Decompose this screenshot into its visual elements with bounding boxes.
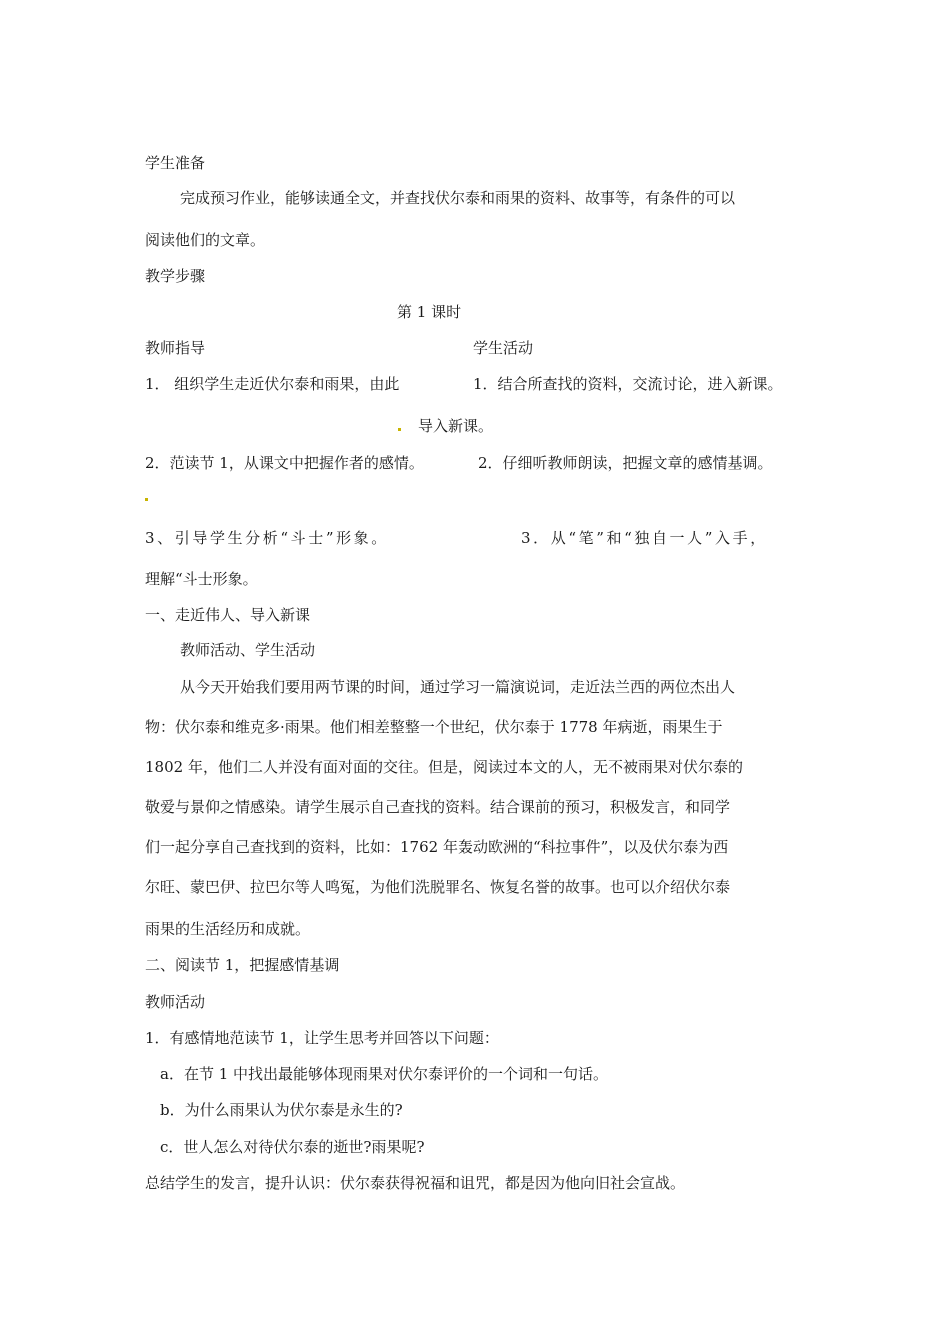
marker-dot bbox=[398, 428, 401, 431]
lesson-title: 第 1 课时 bbox=[397, 303, 462, 321]
section2-heading: 二、阅读节 1，把握感情基调 bbox=[145, 956, 340, 974]
section1-para-line: 尔旺、蒙巴伊、拉巴尔等人鸣冤，为他们洗脱罪名、恢复名誉的故事。也可以介绍伏尔泰 bbox=[145, 878, 731, 896]
prep-heading: 学生准备 bbox=[145, 154, 206, 172]
row1-teacher: 1． 组织学生走近伏尔泰和雨果，由此 bbox=[145, 375, 400, 393]
row2-student: 2．仔细听教师朗读，把握文章的感情基调。 bbox=[478, 454, 773, 472]
section1-para-line: 雨果的生活经历和成就。 bbox=[145, 920, 311, 938]
steps-heading: 教学步骤 bbox=[145, 267, 206, 285]
section2-item-1: 1．有感情地范读节 1，让学生思考并回答以下问题： bbox=[145, 1029, 499, 1047]
question-b: b．为什么雨果认为伏尔泰是永生的? bbox=[160, 1101, 403, 1119]
section1-subheading: 教师活动、学生活动 bbox=[180, 641, 316, 659]
section1-para-line: 们一起分享自己查找到的资料，比如：1762 年轰动欧洲的“科拉事件”，以及伏尔泰为西 bbox=[145, 838, 729, 856]
section1-para-line: 物：伏尔泰和维克多·雨果。他们相差整整一个世纪，伏尔泰于 1778 年病逝，雨果生于 bbox=[145, 718, 723, 736]
prep-line-2: 阅读他们的文章。 bbox=[145, 231, 266, 249]
section1-para-line: 1802 年，他们二人并没有面对面的交往。但是，阅读过本文的人，无不被雨果对伏尔泰的 bbox=[145, 758, 743, 776]
summary-line: 总结学生的发言，提升认识：伏尔泰获得祝福和诅咒，都是因为他向旧社会宣战。 bbox=[145, 1174, 686, 1192]
question-c: c．世人怎么对待伏尔泰的逝世?雨果呢? bbox=[160, 1138, 425, 1156]
row3-teacher: 3、引导学生分析“斗士”形象。 bbox=[145, 529, 389, 547]
column-header-student: 学生活动 bbox=[473, 339, 534, 357]
section1-heading: 一、走近伟人、导入新课 bbox=[145, 606, 311, 624]
marker-dot bbox=[145, 498, 148, 501]
row1-student: 1．结合所查找的资料，交流讨论，进入新课。 bbox=[473, 375, 783, 393]
question-a: a．在节 1 中找出最能够体现雨果对伏尔泰评价的一个词和一句话。 bbox=[160, 1065, 609, 1083]
row3-student-cont: 理解“斗士形象。 bbox=[145, 570, 258, 588]
prep-line-1: 完成预习作业，能够读通全文，并查找伏尔泰和雨果的资料、故事等，有条件的可以 bbox=[180, 189, 736, 207]
section1-para-line: 从今天开始我们要用两节课的时间，通过学习一篇演说词，走近法兰西的两位杰出人 bbox=[180, 678, 736, 696]
section2-subheading: 教师活动 bbox=[145, 993, 206, 1011]
row1-teacher-cont: 导入新课。 bbox=[418, 417, 494, 435]
section1-para-line: 敬爱与景仰之情感染。请学生展示自己查找的资料。结合课前的预习，积极发言，和同学 bbox=[145, 798, 731, 816]
row2-teacher: 2．范读节 1，从课文中把握作者的感情。 bbox=[145, 454, 424, 472]
row3-student: 3．从“笔”和“独自一人”入手， bbox=[521, 529, 768, 547]
column-header-teacher: 教师指导 bbox=[145, 339, 206, 357]
